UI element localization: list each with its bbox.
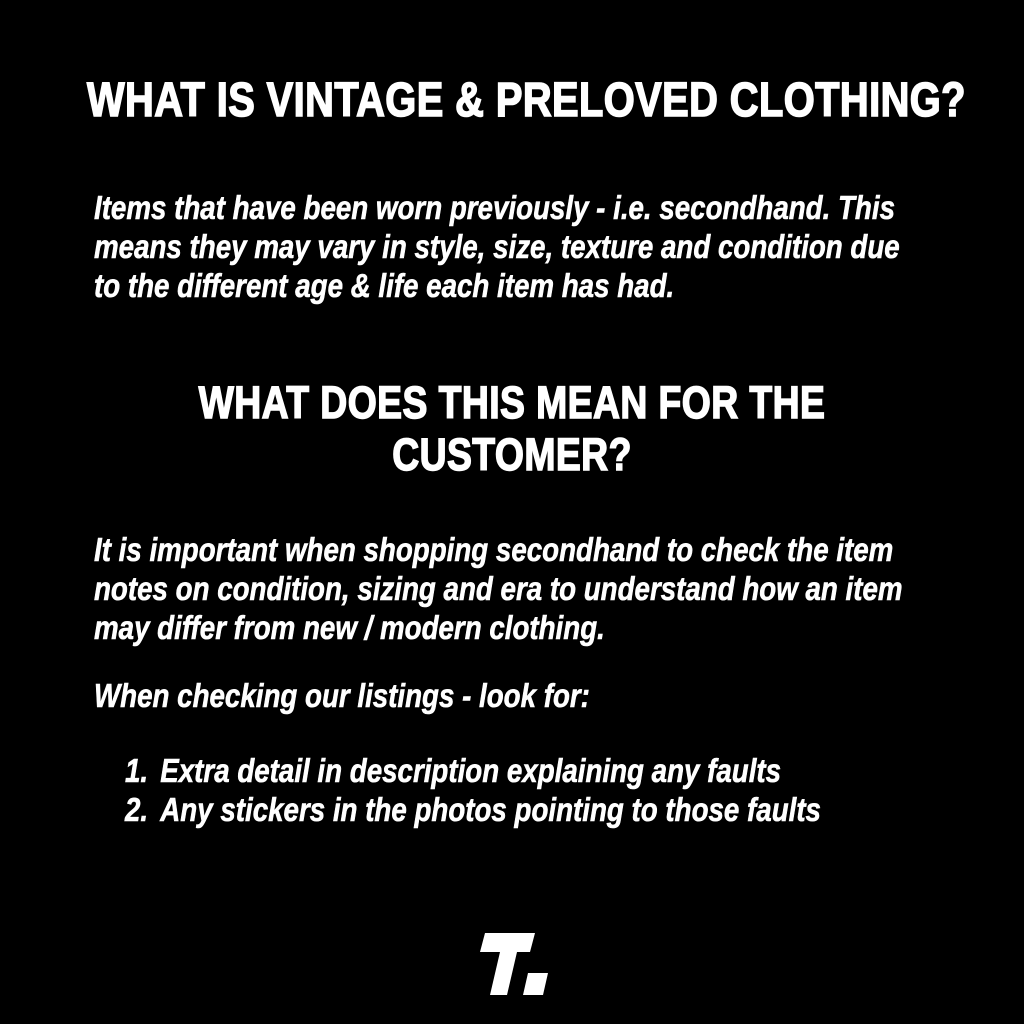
section-heading-customer bbox=[87, 377, 937, 481]
brand-logo-t-icon bbox=[479, 933, 548, 995]
checklist-item bbox=[125, 790, 821, 829]
item-text: Extra detail in description explaining any faults bbox=[160, 752, 782, 789]
paragraph-line: It is important when shopping secondhand to check the item bbox=[94, 531, 894, 568]
paragraph-line: to the different age & life each item has had. bbox=[94, 267, 675, 304]
listings-intro: When checking our listings - look for: bbox=[94, 677, 590, 714]
item-number: 1. bbox=[125, 752, 149, 789]
paragraph-line: means they may vary in style, size, texture and condition due bbox=[94, 228, 900, 265]
heading-line: WHAT DOES THIS MEAN FOR THE bbox=[198, 377, 826, 428]
paragraph-line: Items that have been worn previously - i.e. secondhand. This bbox=[94, 189, 895, 226]
page-title: WHAT IS VINTAGE & PRELOVED CLOTHING? bbox=[87, 74, 966, 127]
intro-paragraph bbox=[94, 188, 900, 305]
paragraph-line: notes on condition, sizing and era to understand how an item bbox=[94, 570, 903, 607]
item-number: 2. bbox=[125, 791, 149, 828]
checklist bbox=[125, 751, 821, 829]
customer-paragraph bbox=[94, 530, 903, 647]
paragraph-line: may differ from new / modern clothing. bbox=[94, 609, 605, 646]
item-text: Any stickers in the photos pointing to those faults bbox=[160, 791, 821, 828]
checklist-item bbox=[125, 751, 821, 790]
heading-line: CUSTOMER? bbox=[392, 429, 632, 480]
